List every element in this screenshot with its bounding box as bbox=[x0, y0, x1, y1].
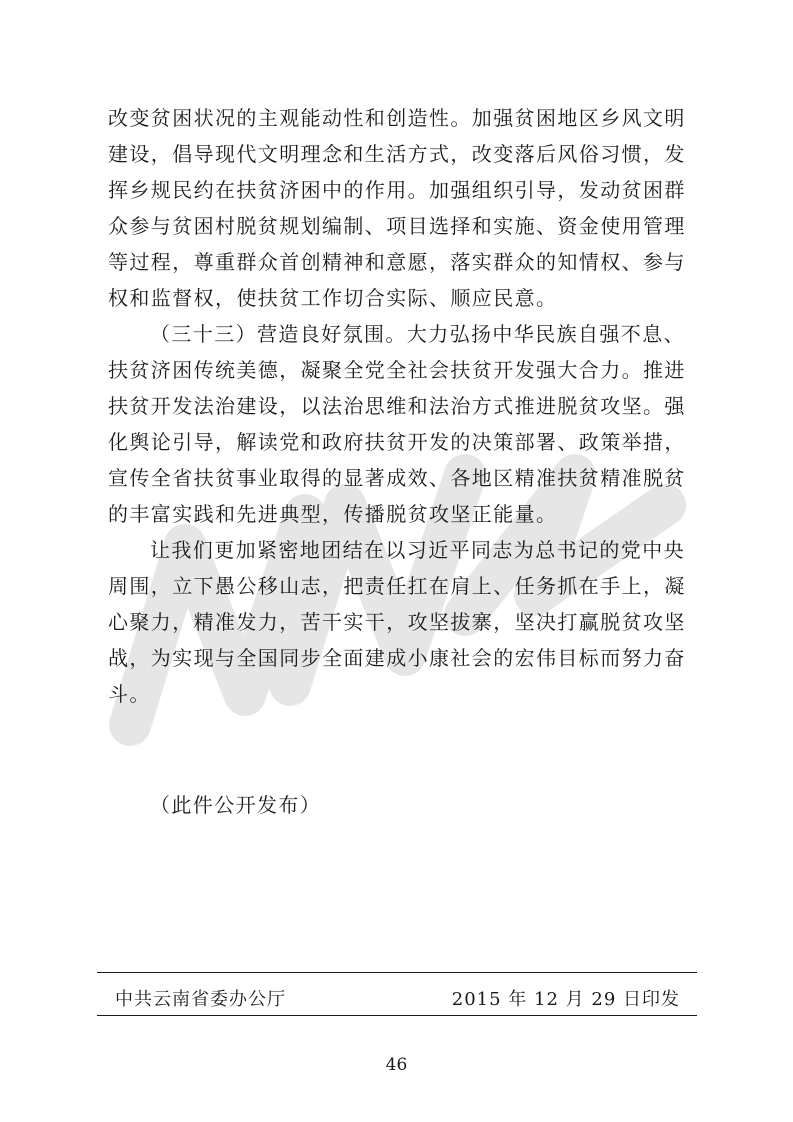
paragraph-start-line: （三十三）营造良好氛围。大力弘扬中华民族自强不息、 bbox=[150, 322, 685, 346]
body-line: 等过程，尊重群众首创精神和意愿，落实群众的知情权、参与 bbox=[108, 250, 686, 274]
body-line: 的丰富实践和先进典型，传播脱贫攻坚正能量。 bbox=[108, 502, 558, 526]
body-line: 斗。 bbox=[108, 682, 151, 706]
body-line: 挥乡规民约在扶贫济困中的作用。加强组织引导，发动贫困群 bbox=[108, 178, 686, 202]
body-line: 心聚力，精准发力，苦干实干，攻坚拔寨，坚决打赢脱贫攻坚 bbox=[108, 610, 686, 634]
footer-top-rule bbox=[97, 972, 697, 973]
body-line: 改变贫困状况的主观能动性和创造性。加强贫困地区乡风文明 bbox=[108, 106, 686, 130]
footer-bottom-rule bbox=[97, 1015, 697, 1016]
body-line: 建设，倡导现代文明理念和生活方式，改变落后风俗习惯，发 bbox=[108, 142, 686, 166]
body-line: 战，为实现与全国同步全面建成小康社会的宏伟目标而努力奋 bbox=[108, 646, 686, 670]
paragraph-start-line: 让我们更加紧密地团结在以习近平同志为总书记的党中央 bbox=[150, 538, 685, 562]
footer-print-date: 2015 年 12 月 29 日印发 bbox=[451, 989, 680, 1010]
body-line: 众参与贫困村脱贫规划编制、项目选择和实施、资金使用管理 bbox=[108, 214, 686, 238]
body-line: 宣传全省扶贫事业取得的显著成效、各地区精准扶贫精准脱贫 bbox=[108, 466, 686, 490]
body-line: 化舆论引导，解读党和政府扶贫开发的决策部署、政策举措， bbox=[108, 430, 686, 454]
publish-note: （此件公开发布） bbox=[150, 793, 322, 817]
page-number: 46 bbox=[385, 1055, 408, 1075]
body-line: 周围，立下愚公移山志，把责任扛在肩上、任务抓在手上，凝 bbox=[108, 574, 686, 598]
body-line: 扶贫济困传统美德，凝聚全党全社会扶贫开发强大合力。推进 bbox=[108, 358, 686, 382]
footer-issuer: 中共云南省委办公厅 bbox=[115, 989, 286, 1010]
body-line: 权和监督权，使扶贫工作切合实际、顺应民意。 bbox=[108, 286, 558, 310]
body-line: 扶贫开发法治建设，以法治思维和法治方式推进脱贫攻坚。强 bbox=[108, 394, 686, 418]
